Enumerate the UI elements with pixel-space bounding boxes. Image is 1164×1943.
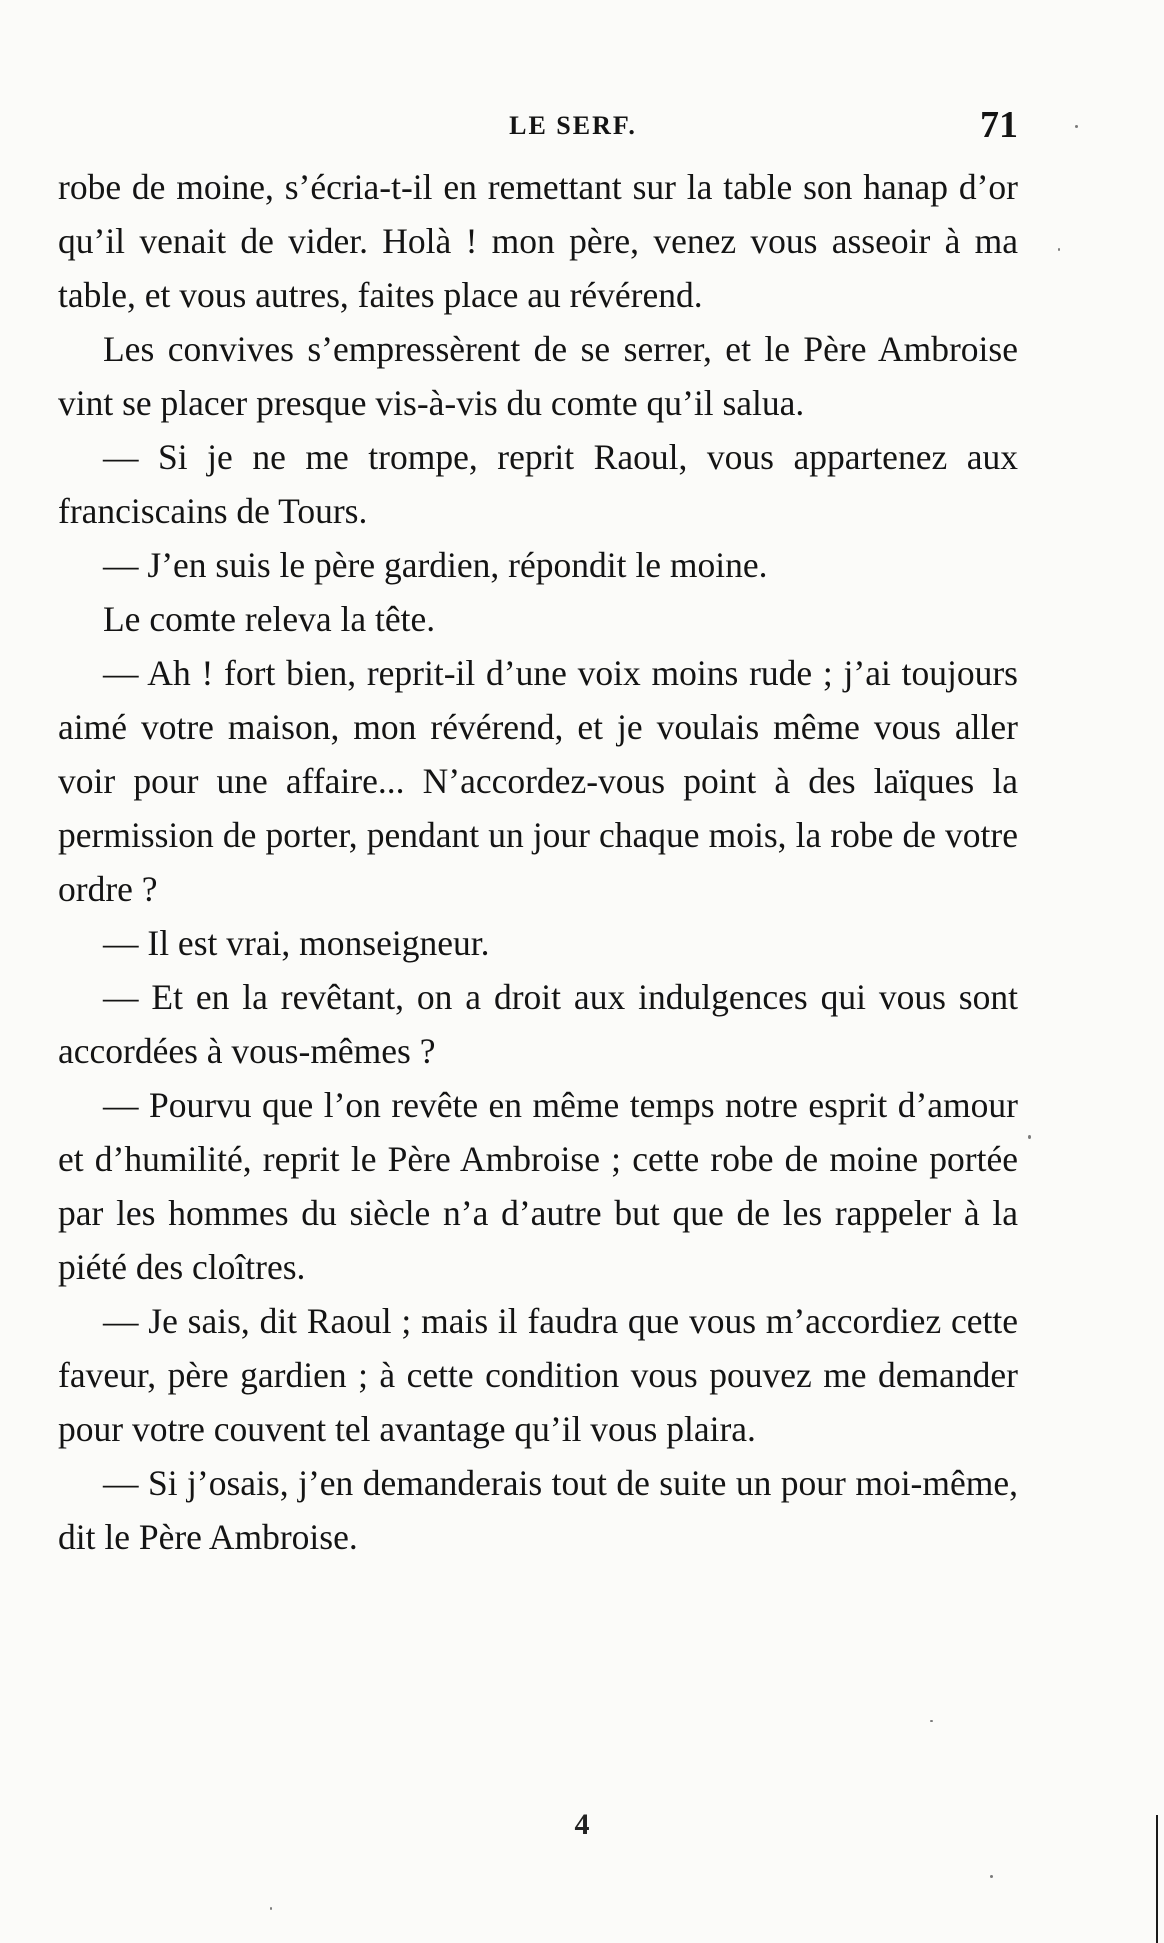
print-speck — [1058, 248, 1060, 251]
print-speck — [930, 1720, 933, 1722]
print-speck — [990, 1875, 993, 1878]
paragraph: — Pourvu que l’on revête en même temps notre esprit d’amour et d’humilité, reprit le Père Ambroise ; cette robe de moine portée par les hommes du siècle n’a d’autre but que de les rappeler à la piété des cloîtres. — [58, 1085, 1018, 1287]
signature-mark: 4 — [574, 1808, 590, 1841]
page-header — [58, 103, 1018, 153]
paragraph: — J’en suis le père gardien, répondit le moine. — [103, 545, 768, 585]
paragraph: — Ah ! fort bien, reprit-il d’une voix moins rude ; j’ai toujours aimé votre maison, mon révérend, et je voulais même vous aller voir pour une affaire... N’accordez-vous point à des laïques la permission de porter, pendant un jour chaque mois, la robe de votre ordre ? — [58, 653, 1018, 909]
paragraph: robe de moine, s’écria-t-il en remettant sur la table son hanap d’or qu’il venait de vider. Holà ! mon père, venez vous asseoir à ma table, et vous autres, faites place au révérend. — [58, 167, 1018, 315]
print-speck — [1028, 1135, 1031, 1139]
print-speck — [1075, 125, 1078, 128]
paragraph: — Je sais, dit Raoul ; mais il faudra que vous m’accordiez cette faveur, père gardien ; à cette condition vous pouvez me demander pour votre couvent tel avantage qu’il vous plaira. — [58, 1301, 1018, 1449]
body-text — [58, 160, 1018, 1564]
paragraph: — Et en la revêtant, on a droit aux indulgences qui vous sont accordées à vous-mêmes ? — [58, 977, 1018, 1071]
print-speck — [270, 1907, 272, 1910]
paragraph: Les convives s’empressèrent de se serrer, et le Père Ambroise vint se placer presque vis-à-vis du comte qu’il salua. — [58, 329, 1018, 423]
page-number: 71 — [980, 104, 1018, 146]
paragraph: — Il est vrai, monseigneur. — [103, 923, 490, 963]
page-edge-line — [1156, 1815, 1158, 1943]
running-head: LE SERF. — [509, 111, 637, 140]
paragraph: Le comte releva la tête. — [103, 599, 436, 639]
paragraph: — Si j’osais, j’en demanderais tout de suite un pour moi-même, dit le Père Ambroise. — [58, 1463, 1018, 1557]
paragraph: — Si je ne me trompe, reprit Raoul, vous appartenez aux franciscains de Tours. — [58, 437, 1018, 531]
